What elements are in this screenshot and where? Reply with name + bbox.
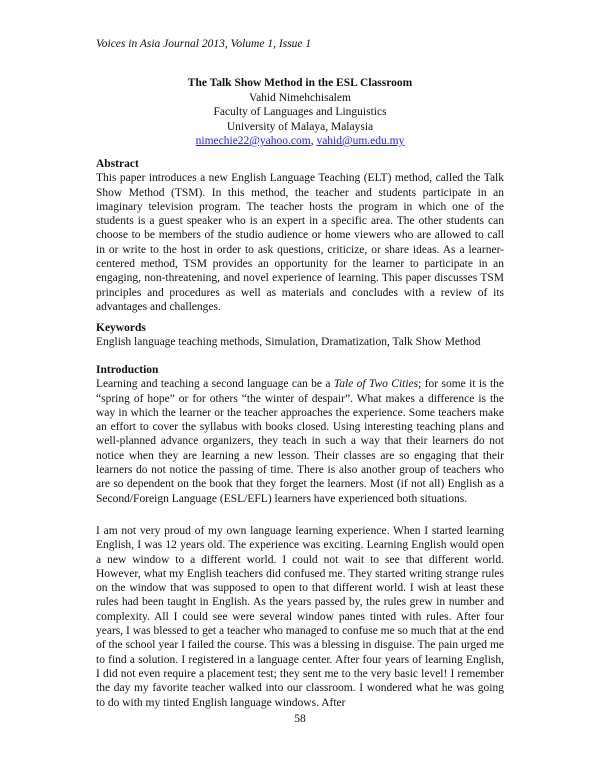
keywords-heading: Keywords: [96, 322, 146, 334]
introduction-heading: Introduction: [96, 364, 159, 376]
intro-p1-italic: Tale of Two Cities: [333, 378, 419, 391]
intro-p1-start: Learning and teaching a second language can be a: [96, 378, 334, 391]
paper-title: The Talk Show Method in the ESL Classroom: [187, 77, 413, 89]
author-faculty: Faculty of Languages and Linguistics: [213, 106, 387, 118]
keywords-text: English language teaching methods, Simulation, Dramatization, Talk Show Method: [96, 336, 481, 349]
email-link-1[interactable]: nimechie22@yahoo.com: [195, 135, 311, 147]
intro-p1-rest: ; for some it is the “spring of hope” or for others “the winter of despair”. What makes a difference is the way in which the learner or the teacher approaches the experience. Some teachers make an effort to cover the syllabus with books closed. Using interesting teaching plans and well-planned advance organizers, they teach in such a way that their learners do not notice when they are learning a new lesson. Their classes are so engaging that their learners do not notice the passing of time. There is also another group of teachers who are so dependent on the book that they forget the learners. Most (if not all) English as a Second/Foreign Language (ESL/EFL) learners have experienced both situations.: [96, 378, 504, 505]
introduction-section: [96, 363, 504, 506]
abstract-section: [96, 157, 504, 314]
introduction-paragraph-2: I am not very proud of my own language learning experience. When I started learning English, I was 12 years old. The experience was exciting. Learning English would open a new window to a different world. I could not wait to see that different world. However, what my English teachers did confused me. They started writing strange rules on the window that was supposed to open to that different world. I wish at least these rules had been taught in English. As the years passed by, the rules grew in number and complexity. All I could see were several window panes tinted with rules. After four years, I was blessed to get a teacher who managed to confuse me so much that at the end of the school year I failed the course. This was a blessing in disguise. The pain urged me to find a solution. I registered in a language center. After four years of learning English, I did not even require a placement test; they sent me to the very basic level! I remember the day my favorite teacher walked into our classroom. I wondered what he was going to do with my tinted English language windows. After: [96, 525, 504, 709]
email-link-2[interactable]: vahid@um.edu.my: [316, 135, 405, 147]
abstract-text: This paper introduces a new English Language Teaching (ELT) method, called the Talk Show Method (TSM). In this method, the teacher and students participate in an imaginary television program. The teacher hosts the program in which one of the students is a guest speaker who is an expert in a specific area. The other students can choose to be members of the studio audience or home viewers who are allowed to call in or write to the host in order to ask questions, criticize, or share ideas. As a learner-centered method, TSM provides an opportunity for the learner to participate in an engaging, non-threatening, and novel experience of learning. This paper discusses TSM principles and procedures as well as materials and concludes with a review of its advantages and challenges.: [96, 172, 504, 313]
abstract-heading: Abstract: [96, 158, 139, 170]
author-university: University of Malaya, Malaysia: [226, 120, 374, 133]
email-separator: ,: [310, 135, 317, 147]
author-name: Vahid Nimehchisalem: [249, 91, 351, 104]
keywords-section: [96, 321, 504, 350]
author-emails: [96, 134, 504, 149]
introduction-paragraph-2-block: [96, 524, 504, 710]
title-block: [96, 76, 504, 149]
introduction-paragraph-1: [96, 377, 504, 506]
journal-header: Voices in Asia Journal 2013, Volume 1, Issue 1: [96, 38, 312, 50]
page-number: 58: [294, 713, 306, 725]
